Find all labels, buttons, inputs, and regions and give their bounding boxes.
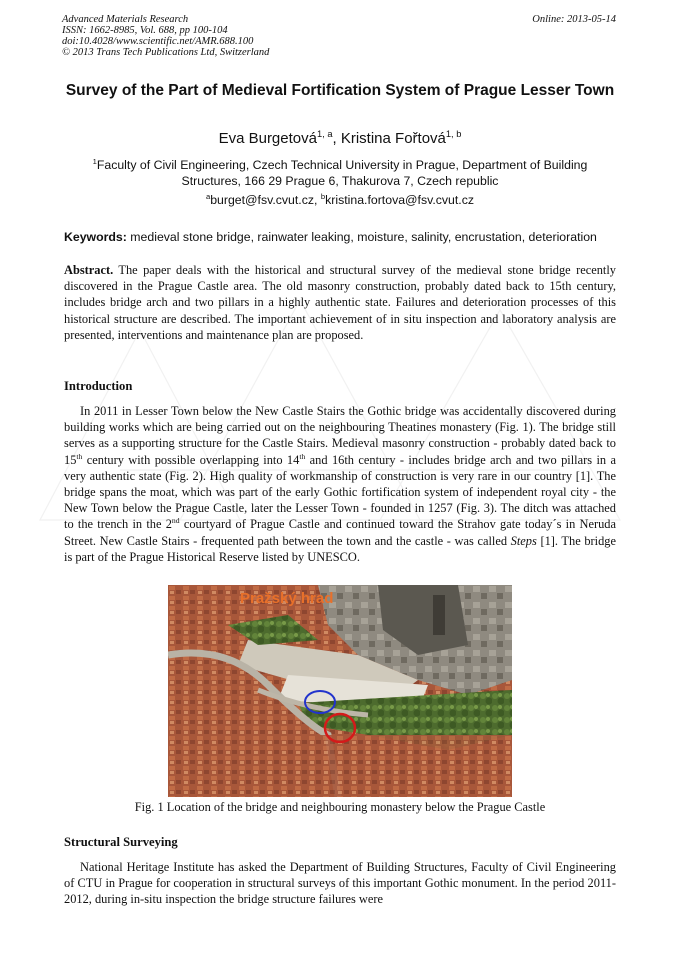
keywords-text: medieval stone bridge, rainwater leaking, moisture, salinity, encrustation, deterioration	[126, 230, 597, 244]
email-b-sup: b	[320, 191, 326, 201]
author-1: Eva Burgetová	[218, 130, 317, 147]
email-line	[64, 193, 616, 207]
paper-title: Survey of the Part of Medieval Fortification System of Prague Lesser Town	[65, 82, 615, 99]
structural-surveying-heading: Structural Surveying	[64, 835, 178, 849]
author-separator: ,	[332, 130, 341, 147]
affiliation-text: Faculty of Civil Engineering, Czech Technical University in Prague, Department of Building Structures, 166 29 Prague 6, Thakurova 7, Czech republic	[96, 158, 588, 188]
figure-1-caption: Fig. 1 Location of the bridge and neighbouring monastery below the Prague Castle	[134, 800, 546, 814]
journal-header	[62, 14, 616, 58]
email-a-sup: a	[205, 191, 211, 201]
keywords	[64, 230, 616, 244]
abstract	[64, 262, 616, 343]
keywords-label: Keywords:	[64, 230, 127, 244]
figure-overlay-label: Pražský hrad	[240, 590, 334, 607]
aerial-photo-illustration	[168, 585, 512, 797]
author-line	[64, 130, 616, 147]
email-a[interactable]: burget@fsv.cvut.cz,	[210, 193, 321, 207]
intro-text-3: and 16th century - includes bridge arch and two pillars in a very authentic state (Fig. 2). High quality of workmanship of construction is very rare in our country [1]. The bridge spans the moat, which was part of the early Gothic fortification system of independent royal city - the New Town below the Prague Castle, later the Lesser Town - founded in 1257 (Fig. 3). The ditch was attached to the trench in the 2	[64, 452, 616, 532]
intro-sup-2: th	[299, 451, 306, 461]
doi-line: doi:10.4028/www.scientific.net/AMR.688.100	[62, 36, 254, 47]
abstract-text: The paper deals with the historical and structural survey of the medieval stone bridge recently discovered in the Prague Castle area. The old masonry construction, probably dated back to 15th century, includes bridge arch and two pillars in a highly authentic state. Failures and deterioration processes of this historical structure are described. The important achievement of in situ inspection and laboratory analysis are presented, interventions and maintenance plan are proposed.	[64, 263, 616, 342]
structural-surveying-paragraph: National Heritage Institute has asked the Department of Building Structures, Faculty of Civil Engineering of CTU in Prague for cooperation in structural surveys of this important Gothic monument. In the period 2011-2012, during in-situ inspection the bridge structure failures were	[64, 860, 616, 907]
author-1-sup: 1, a	[316, 129, 333, 139]
author-2: Kristina Fořtová	[340, 130, 446, 147]
online-date: Online: 2013-05-14	[532, 14, 616, 25]
intro-steps-italic: Steps	[510, 533, 537, 548]
journal-name: Advanced Materials Research	[62, 14, 189, 25]
affiliation-sup: 1	[92, 156, 97, 166]
intro-sup-1: th	[76, 451, 83, 461]
issn-line: ISSN: 1662-8985, Vol. 688, pp 100-104	[62, 25, 228, 36]
introduction-heading: Introduction	[64, 379, 133, 393]
affiliation	[64, 157, 616, 189]
intro-text-1: In 2011 in Lesser Town below the New Castle Stairs the Gothic bridge was accidentally discovered during building works which are being carried out on the neighbouring Theatines monastery (Fig. 1). The bridge still serves as a supporting structure for the Castle Stairs. Medieval masonry construction - probably dated back to 15	[64, 404, 616, 467]
intro-text-5: [1]. The bridge is part of the Prague Historical Reserve listed by UNESCO.	[64, 533, 616, 564]
email-b[interactable]: kristina.fortova@fsv.cvut.cz	[325, 193, 475, 207]
intro-text-2: century with possible overlapping into 14	[82, 452, 300, 467]
figure-1-aerial-photo	[168, 585, 512, 797]
copyright-line: © 2013 Trans Tech Publications Ltd, Switzerland	[62, 47, 270, 58]
abstract-label: Abstract.	[64, 263, 114, 277]
introduction-paragraph	[64, 403, 616, 565]
intro-text-4: courtyard of Prague Castle and continued toward the Strahov gate today´s in Neruda Street. New Castle Stairs - frequented path between the town and the castle - was called	[64, 517, 616, 548]
author-2-sup: 1, b	[445, 129, 462, 139]
intro-sup-3: nd	[171, 516, 180, 526]
